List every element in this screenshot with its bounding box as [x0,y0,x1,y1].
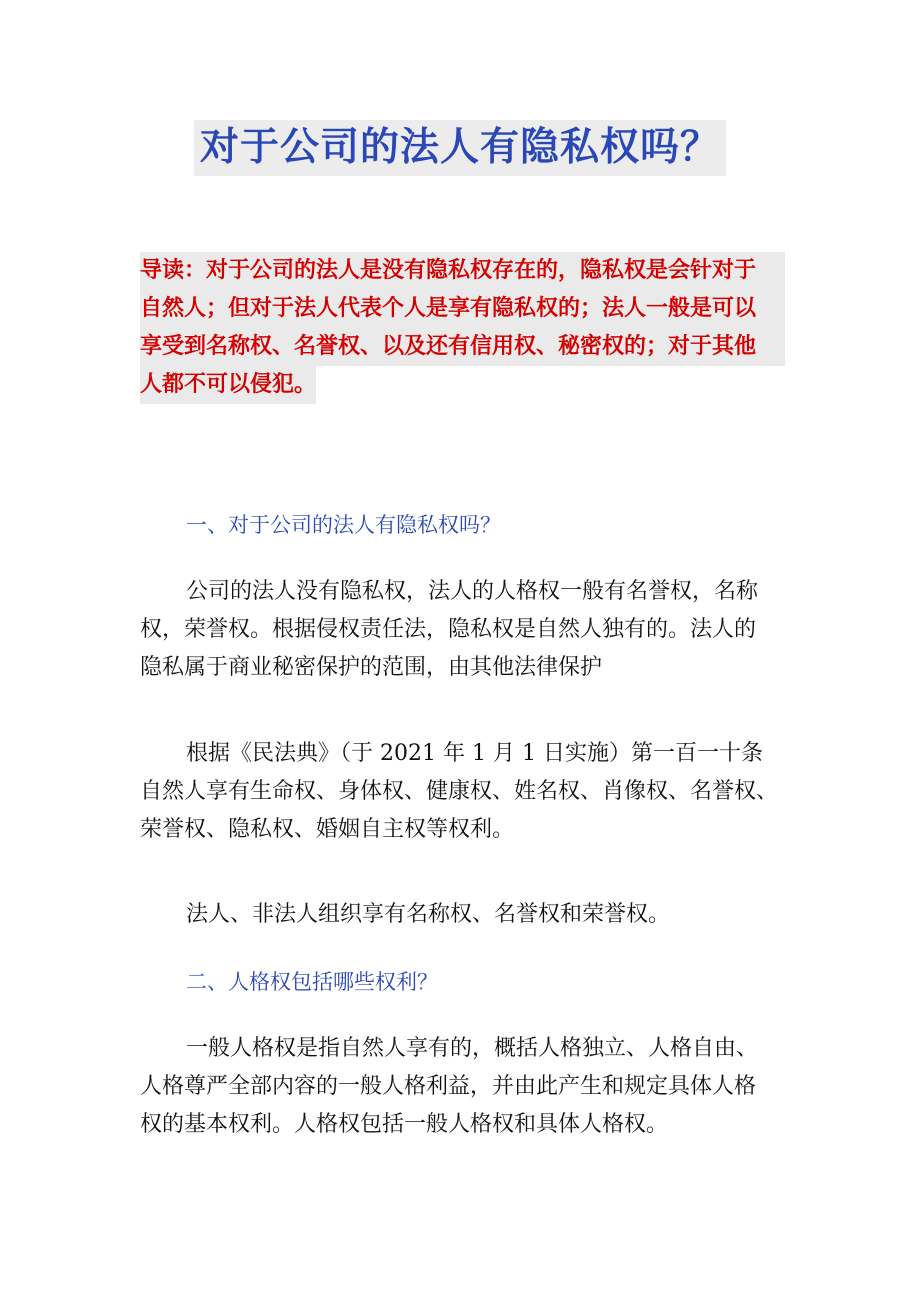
paragraph-line: 权的基本权利。人格权包括一般人格权和具体人格权。 [140,1112,669,1137]
intro-line: 享受到名称权、名誉权、以及还有信用权、秘密权的；对于其他 [140,328,785,366]
section-1-paragraph-3 [140,896,790,934]
paragraph-line: 隐私属于商业秘密保护的范围，由其他法律保护 [140,655,603,680]
paragraph-line: 权，荣誉权。根据侵权责任法，隐私权是自然人独有的。法人的 [140,617,757,642]
section-1-heading: 一、对于公司的法人有隐私权吗？ [186,513,501,537]
paragraph-line: 荣誉权、隐私权、婚姻自主权等权利。 [140,817,515,842]
section-2-heading: 二、人格权包括哪些权利？ [186,970,438,994]
section-2-paragraph-1 [140,1030,790,1144]
intro-summary [140,252,785,417]
intro-line: 自然人；但对于法人代表个人是享有隐私权的；法人一般是可以 [140,290,785,328]
section-1-paragraph-1 [140,573,790,687]
intro-line: 人都不可以侵犯。 [140,366,316,404]
paragraph-line: 一般人格权是指自然人享有的，概括人格独立、人格自由、 [186,1036,759,1061]
paragraph-line: 法人、非法人组织享有名称权、名誉权和荣誉权。 [186,902,671,927]
paragraph-line: 人格尊严全部内容的一般人格利益，并由此产生和规定具体人格 [140,1074,757,1099]
intro-line: 导读：对于公司的法人是没有隐私权存在的，隐私权是会针对于 [140,252,785,290]
paragraph-line: 自然人享有生命权、身体权、健康权、姓名权、肖像权、名誉权、 [140,779,779,804]
paragraph-line: 公司的法人没有隐私权，法人的人格权一般有名誉权，名称 [186,579,759,604]
title-container [0,120,920,176]
paragraph-line: 根据《民法典》（于 2021 年 1 月 1 日实施）第一百一十条 [186,741,763,766]
page-title: 对于公司的法人有隐私权吗？ [194,120,726,176]
section-1-paragraph-2 [140,735,790,849]
